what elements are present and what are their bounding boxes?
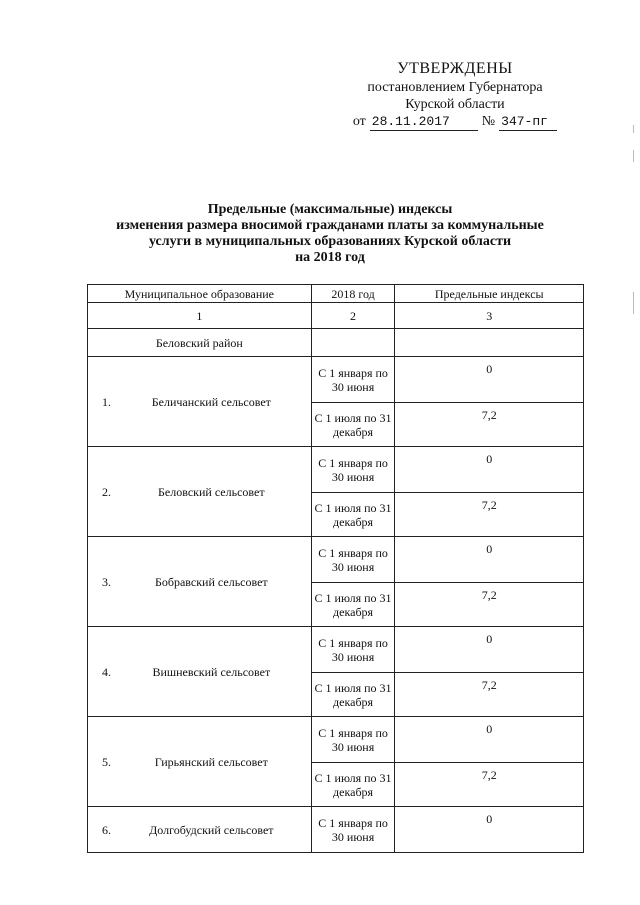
document-title	[40, 202, 620, 266]
index-value: 7,2	[395, 583, 584, 627]
municipality-name: Бобравский сельсовет	[154, 574, 268, 589]
index-value: 0	[395, 807, 584, 853]
municipality-name: Беличанский сельсовет	[151, 394, 271, 409]
region-name: Беловский район	[88, 329, 312, 357]
period-cell: С 1 июля по 31 декабря	[311, 403, 395, 447]
municipality-entry	[90, 485, 309, 499]
period-cell: С 1 января по 30 июня	[311, 357, 395, 403]
decree-number: 347-пг	[499, 113, 557, 131]
table-row	[88, 357, 584, 403]
index-value: 7,2	[395, 763, 584, 807]
municipality-cell	[88, 447, 312, 537]
title-line-3: услуги в муниципальных образованиях Курской области	[148, 234, 512, 249]
approval-line-1: постановлением Губернатора	[367, 80, 543, 95]
title-line-4: на 2018 год	[295, 250, 365, 265]
row-number: 5.	[102, 754, 111, 769]
municipality-entry	[90, 823, 309, 837]
approval-stamp	[330, 60, 580, 131]
period-cell: С 1 января по 30 июня	[311, 447, 395, 493]
row-number: 4.	[102, 664, 111, 679]
table-row	[88, 627, 584, 673]
municipality-name: Гирьянский сельсовет	[154, 754, 268, 769]
index-value: 7,2	[395, 673, 584, 717]
column-number-3: 3	[395, 303, 584, 329]
scan-mark	[633, 125, 634, 133]
municipality-entry	[90, 395, 309, 409]
municipality-entry	[90, 755, 309, 769]
decree-date: 28.11.2017	[370, 113, 478, 131]
municipality-name: Долгобудский сельсовет	[149, 822, 274, 837]
period-cell: С 1 января по 30 июня	[311, 627, 395, 673]
municipality-entry	[90, 575, 309, 589]
decree-line	[330, 113, 580, 131]
index-value: 7,2	[395, 493, 584, 537]
period-cell: С 1 января по 30 июня	[311, 807, 395, 853]
index-value: 0	[395, 447, 584, 493]
period-cell: С 1 июля по 31 декабря	[311, 493, 395, 537]
municipality-name: Беловский сельсовет	[158, 484, 265, 499]
row-number: 2.	[102, 484, 111, 499]
municipality-cell	[88, 717, 312, 807]
column-number-1: 1	[88, 303, 312, 329]
region-empty-cell	[395, 329, 584, 357]
period-cell: С 1 июля по 31 декабря	[311, 673, 395, 717]
row-number: 3.	[102, 574, 111, 589]
index-value: 0	[395, 717, 584, 763]
municipality-cell	[88, 627, 312, 717]
table-row	[88, 807, 584, 853]
header-indices: Предельные индексы	[395, 285, 584, 303]
region-row	[88, 329, 584, 357]
municipality-cell	[88, 357, 312, 447]
number-label: №	[481, 114, 496, 129]
row-number: 1.	[102, 394, 111, 409]
header-municipality: Муниципальное образование	[88, 285, 312, 303]
municipality-cell	[88, 537, 312, 627]
period-cell: С 1 июля по 31 декабря	[311, 583, 395, 627]
index-value: 0	[395, 537, 584, 583]
approved-heading: УТВЕРЖДЕНЫ	[397, 60, 513, 77]
table-header-row	[88, 285, 584, 303]
index-value: 7,2	[395, 403, 584, 447]
column-number-2: 2	[311, 303, 395, 329]
table-row	[88, 537, 584, 583]
index-value: 0	[395, 357, 584, 403]
scan-mark	[633, 292, 634, 314]
table-row	[88, 447, 584, 493]
row-number: 6.	[102, 822, 111, 837]
municipality-name: Вишневский сельсовет	[152, 664, 271, 679]
period-cell: С 1 июля по 31 декабря	[311, 763, 395, 807]
region-empty-cell	[311, 329, 395, 357]
indices-table	[87, 284, 584, 853]
table-row	[88, 717, 584, 763]
period-cell: С 1 января по 30 июня	[311, 537, 395, 583]
approval-line-2: Курской области	[405, 97, 505, 112]
index-value: 0	[395, 627, 584, 673]
column-numbers-row	[88, 303, 584, 329]
header-year: 2018 год	[311, 285, 395, 303]
scan-mark	[633, 150, 634, 162]
municipality-cell	[88, 807, 312, 853]
title-line-2: изменения размера вносимой гражданами платы за коммунальные	[116, 218, 544, 233]
title-line-1: Предельные (максимальные) индексы	[207, 202, 453, 217]
period-cell: С 1 января по 30 июня	[311, 717, 395, 763]
from-label: от	[352, 114, 366, 129]
municipality-entry	[90, 665, 309, 679]
